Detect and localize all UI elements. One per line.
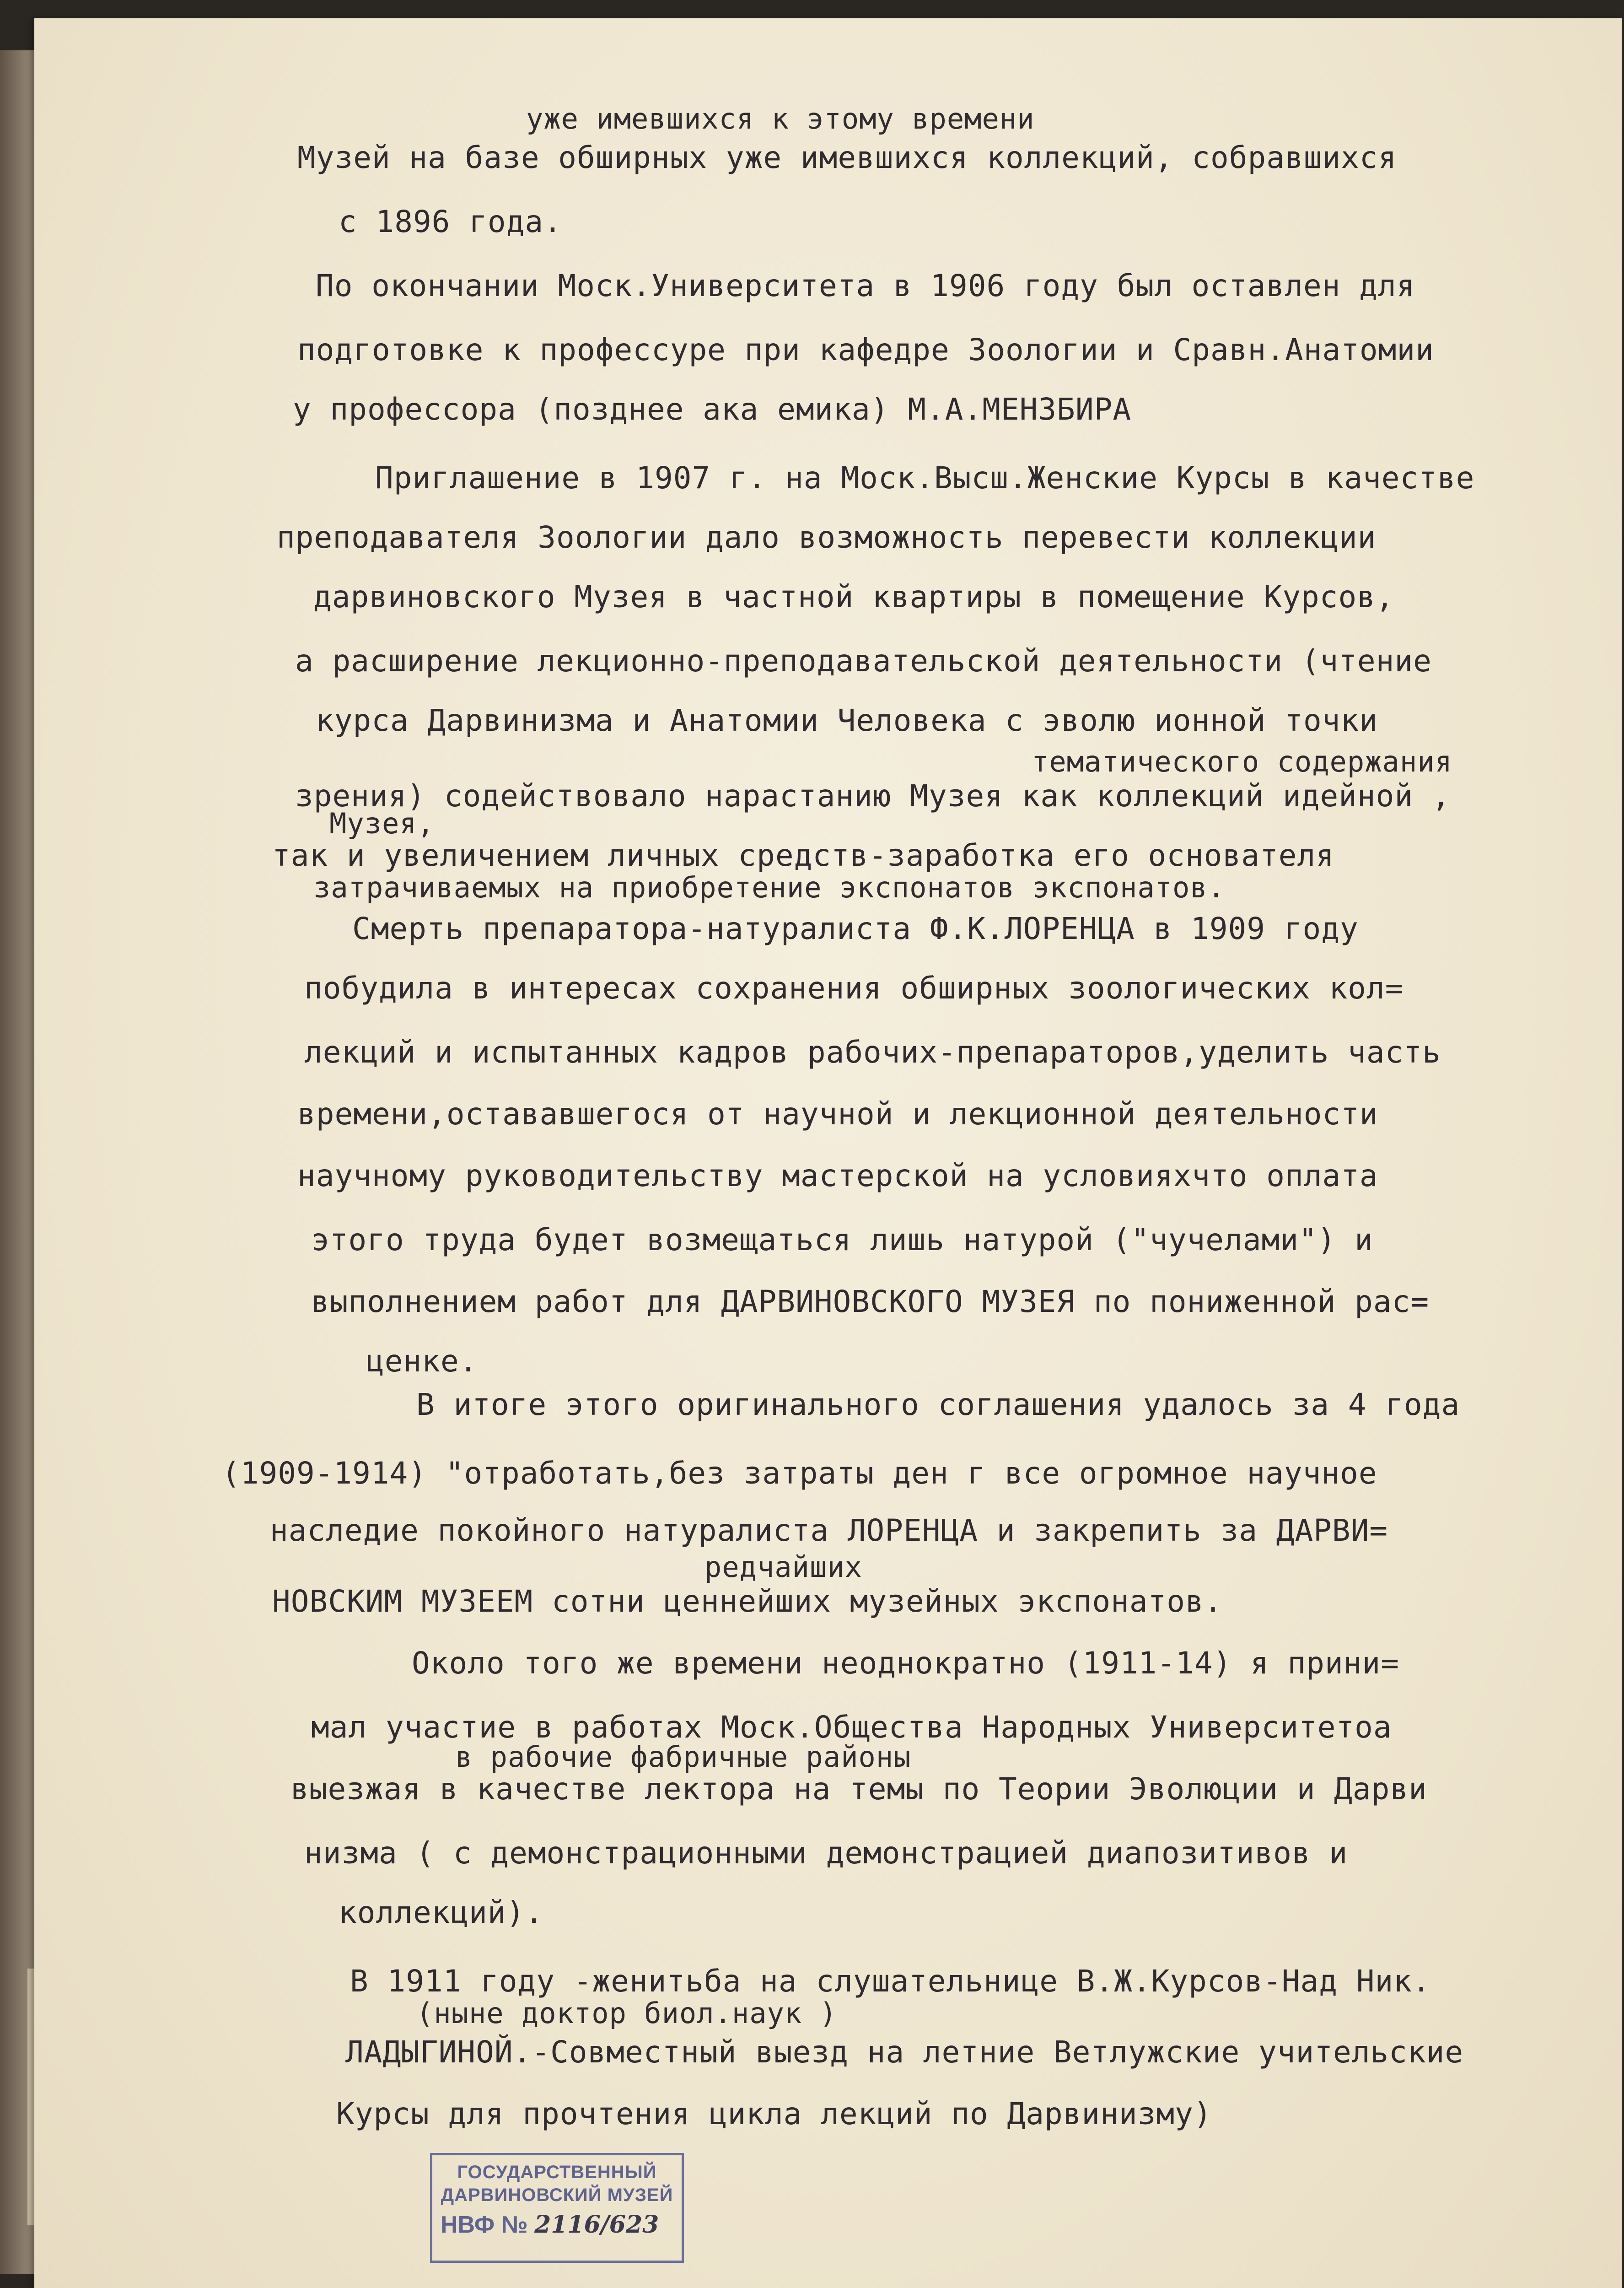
text-line: побудила в интересах сохранения обширных зоологических кол= xyxy=(304,971,1404,1006)
text-line: выполнением работ для ДАРВИНОВСКОГО МУЗЕЯ по пониженной рас= xyxy=(311,1284,1430,1319)
text-line: дарвиновского Музея в частной квартиры в помещение Курсов, xyxy=(313,579,1394,615)
text-line: ЛАДЫГИНОЙ.-Совместный выезд на летние Ветлужские учительские xyxy=(345,2034,1464,2070)
text-line: затрачиваемых на приобретение экспонатов экспонатов. xyxy=(313,871,1226,904)
text-line: а расширение лекционно-преподавательской деятельности (чтение xyxy=(295,643,1432,679)
text-line: подготовке к профессуре при кафедре Зоологии и Сравн.Анатомии xyxy=(297,332,1434,367)
stamp-number: 2116/623 xyxy=(534,2211,659,2239)
text-line: этого труда будет возмещаться лишь натурой ("чучелами") и xyxy=(311,1222,1373,1257)
text-line: времени,остававшегося от научной и лекционной деятельности xyxy=(297,1096,1378,1132)
text-line: выезжая в качестве лектора на темы по Теории Эволюции и Дарви xyxy=(290,1771,1427,1807)
insertion-line: тематического содержания xyxy=(1032,745,1452,778)
insertion-line: Музея, xyxy=(329,807,435,840)
insertion-line: редчайших xyxy=(704,1550,862,1584)
text-line: так и увеличением личных средств-заработка его основателя xyxy=(272,838,1334,873)
text-line: Курсы для прочтения цикла лекций по Дарвинизму) xyxy=(336,2096,1212,2132)
text-line: научному руководительству мастерской на условияхчто оплата xyxy=(297,1158,1378,1193)
text-line: мал участие в работах Моск.Общества Народных Университетоа xyxy=(311,1710,1392,1745)
insertion-line: уже имевшихся к этому времени xyxy=(526,102,1035,135)
text-line: Около того же времени неоднократно (1911-14) я прини= xyxy=(412,1646,1399,1681)
insertion-line: в рабочие фабричные районы xyxy=(455,1740,911,1774)
insertion-line: (ныне доктор биол.наук ) xyxy=(416,1997,837,2030)
text-line: НОВСКИМ МУЗЕЕМ сотни ценнейших музейных экспонатов. xyxy=(272,1584,1223,1619)
text-line: зрения) содействовало нарастанию Музея как коллекций идейной , xyxy=(295,778,1451,814)
text-line: с 1896 года. xyxy=(339,204,562,239)
text-line: (1909-1914) "отработать,без затраты ден г все огромное научное xyxy=(222,1456,1377,1491)
text-line: ценке. xyxy=(366,1344,478,1379)
text-line: Приглашение в 1907 г. на Моск.Высш.Женские Курсы в качестве xyxy=(375,460,1475,496)
text-line: наследие покойного натуралиста ЛОРЕНЦА и закрепить за ДАРВИ= xyxy=(270,1513,1388,1548)
text-line: низма ( с демонстрационными демонстрацией диапозитивов и xyxy=(304,1835,1348,1871)
text-line: По окончании Моск.Университета в 1906 году был оставлен для xyxy=(316,268,1415,303)
text-line: коллекций). xyxy=(339,1895,544,1930)
stamp-prefix: НВФ № xyxy=(441,2212,528,2238)
text-line: В итоге этого оригинального соглашения удалось за 4 года xyxy=(416,1387,1460,1422)
stamp-inventory xyxy=(441,2207,673,2243)
museum-stamp xyxy=(430,2153,684,2263)
stamp-line-1: ГОСУДАРСТВЕННЫЙ xyxy=(457,2162,657,2182)
typewritten-page xyxy=(34,18,1622,2288)
text-line: Музей на базе обширных уже имевшихся коллекций, собравшихся xyxy=(297,140,1397,175)
text-line: у профессора (позднее ака емика) М.А.МЕНЗБИРА xyxy=(293,392,1132,427)
text-line: Смерть препаратора-натуралиста Ф.К.ЛОРЕНЦА в 1909 году xyxy=(352,911,1359,946)
text-line: преподавателя Зоологии дало возможность перевести коллекции xyxy=(277,520,1377,555)
stamp-line-2: ДАРВИНОВСКИЙ МУЗЕЙ xyxy=(441,2185,673,2205)
text-line: лекций и испытанных кадров рабочих-препараторов,уделить часть xyxy=(304,1035,1441,1070)
text-line: курса Дарвинизма и Анатомии Человека с эволю ионной точки xyxy=(316,703,1378,738)
text-line: В 1911 году -женитьба на слушательнице В.Ж.Курсов-Над Ник. xyxy=(350,1964,1431,1999)
